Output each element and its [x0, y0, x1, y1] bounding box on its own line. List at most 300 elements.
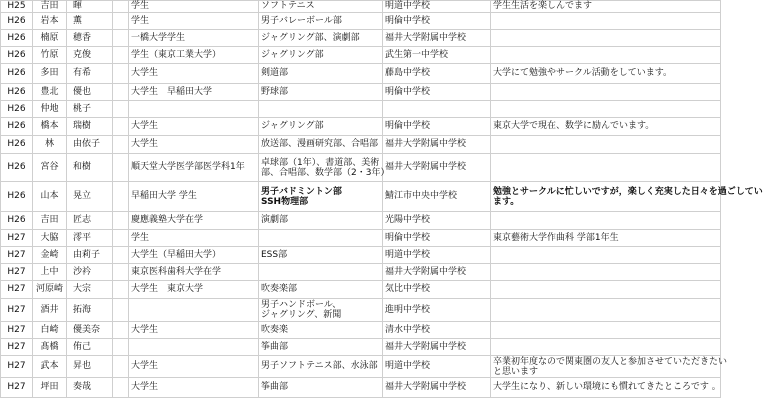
cell-text: 福井大学附属中学校 — [385, 382, 467, 392]
cell-text-line: ジャグリング、新聞 — [261, 310, 342, 320]
club-cell[interactable] — [259, 101, 383, 118]
club-cell[interactable] — [259, 1, 383, 13]
first-name-cell[interactable] — [67, 322, 113, 339]
cell-text: 克俊 — [73, 49, 92, 60]
comment-cell[interactable] — [491, 299, 721, 322]
school-cell[interactable] — [383, 30, 491, 47]
cell-text: 気比中学校 — [385, 284, 431, 294]
school-cell[interactable] — [383, 264, 491, 281]
first-name-cell[interactable] — [67, 281, 113, 299]
cell-text: 学生 — [131, 232, 150, 243]
first-name-cell[interactable] — [67, 212, 113, 230]
year-cell[interactable] — [1, 264, 33, 281]
club-cell[interactable] — [259, 299, 383, 322]
cell-text: 吹奏楽 — [261, 324, 289, 335]
last-name-cell[interactable] — [33, 322, 67, 339]
first-name-cell[interactable] — [67, 299, 113, 322]
table-row — [1, 84, 721, 101]
status-cell[interactable] — [129, 356, 259, 378]
cell-text: 大学生 — [131, 361, 159, 371]
club-cell[interactable] — [259, 230, 383, 247]
last-name-cell[interactable] — [33, 212, 67, 230]
table-row — [1, 1, 721, 13]
first-name-cell[interactable] — [67, 182, 113, 212]
status-cell[interactable] — [129, 136, 259, 154]
cell-text: H27 — [7, 266, 26, 277]
status-cell[interactable] — [129, 339, 259, 356]
cell-text: 早稲田大学 学生 — [131, 191, 197, 201]
cell-text: H27 — [7, 324, 26, 335]
cell-text-line: 卒業初年度なので関東圏の友人と参加させていただきたい — [493, 356, 728, 367]
year-cell[interactable] — [1, 230, 33, 247]
year-cell[interactable] — [1, 30, 33, 47]
year-cell[interactable] — [1, 378, 33, 398]
comment-cell[interactable] — [491, 13, 721, 30]
cell-text: 白崎 — [40, 324, 59, 335]
club-cell[interactable] — [259, 13, 383, 30]
cell-text: 澪平 — [73, 232, 92, 243]
cell-text: 筝曲部 — [261, 341, 289, 352]
cell-text: 匠志 — [73, 215, 92, 225]
year-cell[interactable] — [1, 136, 33, 154]
table-row — [1, 30, 721, 47]
cell-text-line: 部、合唱部、数学部（2・3年） — [261, 167, 390, 178]
status-cell[interactable] — [129, 299, 259, 322]
cell-text: 沙衿 — [73, 266, 92, 277]
first-name-cell[interactable] — [67, 13, 113, 30]
cell-text: H26 — [7, 215, 26, 225]
school-cell[interactable] — [383, 136, 491, 154]
comment-cell[interactable] — [491, 230, 721, 247]
comment-cell[interactable] — [491, 101, 721, 118]
year-cell[interactable] — [1, 101, 33, 118]
cell-text: 優美奈 — [73, 324, 101, 335]
status-cell[interactable] — [129, 154, 259, 182]
last-name-cell[interactable] — [33, 339, 67, 356]
cell-text: 穂香 — [73, 32, 92, 43]
spacer-cell[interactable] — [113, 136, 129, 154]
cell-text: 大学にて勉強やサークル活動をしています。 — [493, 68, 673, 78]
last-name-cell[interactable] — [33, 264, 67, 281]
spacer-cell[interactable] — [113, 182, 129, 212]
cell-text: 拓海 — [73, 304, 92, 315]
last-name-cell[interactable] — [33, 230, 67, 247]
cell-text: 男子ソフトテニス部、水泳部 — [261, 361, 378, 371]
cell-text: 楠原 — [40, 32, 59, 43]
spacer-cell[interactable] — [113, 118, 129, 136]
spacer-cell[interactable] — [113, 64, 129, 84]
cell-text-line: ます。 — [493, 196, 520, 207]
comment-cell[interactable] — [491, 322, 721, 339]
last-name-cell[interactable] — [33, 356, 67, 378]
cell-text-line: 勉強とサークルに忙しいですが，楽しく充実した日々を過ごしてい — [493, 186, 763, 197]
club-cell[interactable] — [259, 212, 383, 230]
year-cell[interactable] — [1, 299, 33, 322]
status-cell[interactable] — [129, 230, 259, 247]
spacer-cell[interactable] — [113, 322, 129, 339]
table-row — [1, 101, 721, 118]
spacer-cell[interactable] — [113, 230, 129, 247]
spacer-cell[interactable] — [113, 154, 129, 182]
status-cell[interactable] — [129, 118, 259, 136]
last-name-cell[interactable] — [33, 1, 67, 13]
club-cell[interactable] — [259, 339, 383, 356]
school-cell[interactable] — [383, 356, 491, 378]
cell-text: 大宗 — [73, 284, 92, 294]
table-row — [1, 230, 721, 247]
cell-text: 鯖江市中央中学校 — [385, 191, 458, 201]
cell-text: ジャグリング部 — [261, 121, 324, 131]
comment-cell[interactable] — [491, 356, 728, 378]
last-name-cell[interactable] — [33, 30, 67, 47]
first-name-cell[interactable] — [67, 247, 113, 264]
comment-cell[interactable] — [491, 212, 721, 230]
comment-cell[interactable] — [491, 154, 721, 182]
spacer-cell[interactable] — [113, 47, 129, 64]
spacer-cell[interactable] — [113, 339, 129, 356]
cell-text: 瑞樹 — [73, 121, 92, 131]
cell-text: 福井大学附属中学校 — [385, 341, 467, 352]
last-name-cell[interactable] — [33, 84, 67, 101]
spacer-cell[interactable] — [113, 84, 129, 101]
cell-text: H26 — [7, 191, 26, 201]
first-name-cell[interactable] — [67, 101, 113, 118]
last-name-cell[interactable] — [33, 154, 67, 182]
status-cell[interactable] — [129, 84, 259, 101]
comment-cell[interactable] — [491, 30, 721, 47]
cell-text-line: と思います — [493, 366, 539, 377]
last-name-cell[interactable] — [33, 13, 67, 30]
comment-cell[interactable] — [491, 1, 721, 13]
cell-text: ジャグリング部 — [261, 49, 324, 60]
last-name-cell[interactable] — [33, 378, 67, 398]
spacer-cell[interactable] — [113, 1, 129, 13]
school-cell[interactable] — [383, 182, 491, 212]
cell-text: 明倫中学校 — [385, 15, 431, 26]
first-name-cell[interactable] — [67, 118, 113, 136]
cell-text: 明道中学校 — [385, 1, 431, 11]
school-cell[interactable] — [383, 47, 491, 64]
club-cell[interactable] — [259, 247, 383, 264]
cell-text: 橋本 — [40, 121, 59, 131]
cell-text: 明倫中学校 — [385, 232, 431, 243]
status-cell[interactable] — [129, 182, 259, 212]
year-cell[interactable] — [1, 182, 33, 212]
cell-text: 剣道部 — [261, 68, 289, 78]
comment-cell[interactable] — [491, 84, 721, 101]
comment-cell[interactable] — [491, 136, 721, 154]
cell-text: 福井大学附属中学校 — [385, 162, 467, 172]
spacer-cell[interactable] — [113, 212, 129, 230]
school-cell[interactable] — [383, 64, 491, 84]
cell-text: 豊北 — [40, 86, 59, 97]
cell-text: 有希 — [73, 68, 92, 78]
cell-text: 大学生 早稲田大学 — [131, 86, 213, 97]
club-cell[interactable] — [259, 322, 383, 339]
school-cell[interactable] — [383, 299, 491, 322]
last-name-cell[interactable] — [33, 247, 67, 264]
last-name-cell[interactable] — [33, 136, 67, 154]
spacer-cell[interactable] — [113, 264, 129, 281]
table-row — [1, 136, 721, 154]
cell-text: H26 — [7, 32, 26, 43]
first-name-cell[interactable] — [67, 378, 113, 398]
club-cell[interactable] — [259, 378, 383, 398]
school-cell[interactable] — [383, 118, 491, 136]
club-cell[interactable] — [259, 64, 383, 84]
club-cell[interactable] — [259, 356, 383, 378]
table-row — [1, 118, 721, 136]
status-cell[interactable] — [129, 212, 259, 230]
cell-text: 晃立 — [73, 191, 92, 201]
club-cell[interactable] — [259, 154, 390, 182]
status-cell[interactable] — [129, 47, 259, 64]
school-cell[interactable] — [383, 322, 491, 339]
cell-text: ESS部 — [261, 249, 288, 260]
spacer-cell[interactable] — [113, 101, 129, 118]
first-name-cell[interactable] — [67, 1, 113, 13]
cell-text: 金崎 — [40, 249, 59, 260]
status-cell[interactable] — [129, 13, 259, 30]
cell-text: 武生第一中学校 — [385, 49, 449, 60]
comment-cell[interactable] — [491, 118, 721, 136]
table-row — [1, 339, 721, 356]
spacer-cell[interactable] — [113, 299, 129, 322]
status-cell[interactable] — [129, 378, 259, 398]
last-name-cell[interactable] — [33, 118, 67, 136]
club-cell[interactable] — [259, 281, 383, 299]
cell-text: H26 — [7, 86, 26, 97]
school-cell[interactable] — [383, 1, 491, 13]
cell-text: H26 — [7, 15, 26, 26]
school-cell[interactable] — [383, 378, 491, 398]
table-row — [1, 264, 721, 281]
last-name-cell[interactable] — [33, 299, 67, 322]
cell-text-line: 男子バドミントン部 — [261, 186, 342, 197]
cell-text: 東京大学で現在、数学に励んでいます。 — [493, 121, 655, 131]
comment-cell[interactable] — [491, 264, 721, 281]
year-cell[interactable] — [1, 281, 33, 299]
first-name-cell[interactable] — [67, 356, 113, 378]
first-name-cell[interactable] — [67, 47, 113, 64]
first-name-cell[interactable] — [67, 264, 113, 281]
spacer-cell[interactable] — [113, 356, 129, 378]
school-cell[interactable] — [383, 212, 491, 230]
last-name-cell[interactable] — [33, 101, 67, 118]
cell-text: 吹奏楽部 — [261, 284, 298, 294]
cell-text: 福井大学附属中学校 — [385, 266, 467, 277]
year-cell[interactable] — [1, 322, 33, 339]
club-cell[interactable] — [259, 264, 383, 281]
cell-text: H26 — [7, 49, 26, 60]
year-cell[interactable] — [1, 154, 33, 182]
school-cell[interactable] — [383, 247, 491, 264]
year-cell[interactable] — [1, 13, 33, 30]
cell-text: H26 — [7, 103, 26, 114]
spacer-cell[interactable] — [113, 30, 129, 47]
cell-text: 山本 — [40, 191, 59, 201]
cell-text: 大学生 — [131, 68, 159, 78]
cell-text: ソフトテニス — [261, 1, 315, 11]
status-cell[interactable] — [129, 1, 259, 13]
school-cell[interactable] — [383, 339, 491, 356]
comment-cell[interactable] — [491, 281, 721, 299]
table-row — [1, 378, 721, 398]
cell-text: 武本 — [40, 361, 59, 371]
last-name-cell[interactable] — [33, 182, 67, 212]
club-cell[interactable] — [259, 30, 383, 47]
cell-text: H27 — [7, 284, 26, 294]
status-cell[interactable] — [129, 64, 259, 84]
spacer-cell[interactable] — [113, 247, 129, 264]
cell-text: 放送部、漫画研究部、合唱部 — [261, 139, 379, 149]
cell-text: 福井大学附属中学校 — [385, 139, 467, 149]
school-cell[interactable] — [383, 154, 491, 182]
year-cell[interactable] — [1, 1, 33, 13]
school-cell[interactable] — [383, 230, 491, 247]
year-cell[interactable] — [1, 64, 33, 84]
cell-text: 侑己 — [73, 341, 92, 352]
first-name-cell[interactable] — [67, 30, 113, 47]
school-cell[interactable] — [383, 13, 491, 30]
cell-text: 大学生（早稲田大学） — [131, 249, 222, 260]
cell-text: 順天堂大学医学部医学科1年 — [131, 162, 245, 172]
cell-text-line: SSH物理部 — [261, 196, 309, 207]
cell-text: 学生 — [131, 1, 150, 11]
cell-text: 由依子 — [73, 139, 101, 149]
comment-cell[interactable] — [491, 182, 763, 212]
school-cell[interactable] — [383, 281, 491, 299]
table-row — [1, 154, 721, 182]
status-cell[interactable] — [129, 101, 259, 118]
table-row — [1, 356, 721, 378]
status-cell[interactable] — [129, 264, 259, 281]
cell-text: H26 — [7, 121, 26, 131]
cell-text: 暉 — [73, 1, 83, 11]
table-row — [1, 47, 721, 64]
year-cell[interactable] — [1, 47, 33, 64]
table-row — [1, 322, 721, 339]
comment-cell[interactable] — [491, 64, 721, 84]
year-cell[interactable] — [1, 212, 33, 230]
comment-cell[interactable] — [491, 47, 721, 64]
club-cell[interactable] — [259, 84, 383, 101]
cell-text: 福井大学附属中学校 — [385, 32, 467, 43]
first-name-cell[interactable] — [67, 136, 113, 154]
cell-text: 林 — [44, 139, 54, 149]
club-cell[interactable] — [259, 118, 383, 136]
cell-text: 吉田 — [40, 1, 59, 11]
school-cell[interactable] — [383, 84, 491, 101]
club-cell[interactable] — [259, 136, 383, 154]
last-name-cell[interactable] — [33, 281, 67, 299]
cell-text: 慶應義塾大学在学 — [131, 215, 204, 225]
status-cell[interactable] — [129, 281, 259, 299]
comment-cell[interactable] — [491, 378, 721, 398]
status-cell[interactable] — [129, 247, 259, 264]
cell-text: 清水中学校 — [385, 324, 431, 335]
cell-text-line: 男子ハンドボール、 — [261, 300, 342, 310]
cell-text: 東京医科歯科大学在学 — [131, 266, 222, 277]
table-row — [1, 212, 721, 230]
last-name-cell[interactable] — [33, 47, 67, 64]
first-name-cell[interactable] — [67, 84, 113, 101]
club-cell[interactable] — [259, 47, 383, 64]
status-cell[interactable] — [129, 30, 259, 47]
cell-text: 明倫中学校 — [385, 121, 431, 131]
cell-text: H27 — [7, 304, 26, 315]
cell-text: 明道中学校 — [385, 361, 431, 371]
cell-text: 男子バレーボール部 — [261, 15, 342, 26]
year-cell[interactable] — [1, 247, 33, 264]
table-row — [1, 64, 721, 84]
table-row — [1, 247, 721, 264]
cell-text: 吉田 — [40, 215, 59, 225]
cell-text: 光陽中学校 — [385, 215, 431, 225]
cell-text: 多田 — [40, 68, 59, 78]
cell-text: 髙橋 — [40, 341, 59, 352]
cell-text: H27 — [7, 249, 26, 260]
cell-text: H26 — [7, 162, 26, 172]
cell-text: 大学生 — [131, 382, 159, 392]
cell-text: 一橋大学学生 — [131, 32, 186, 43]
cell-text: 酒井 — [40, 304, 59, 315]
year-cell[interactable] — [1, 339, 33, 356]
table-row — [1, 182, 721, 212]
cell-text: 奏哉 — [73, 382, 92, 392]
cell-text: 大脇 — [40, 232, 59, 243]
cell-text: 筝曲部 — [261, 382, 289, 392]
first-name-cell[interactable] — [67, 64, 113, 84]
cell-text: 上中 — [40, 266, 59, 277]
cell-text: H27 — [7, 382, 26, 392]
cell-text: H27 — [7, 361, 26, 371]
year-cell[interactable] — [1, 356, 33, 378]
cell-text: ジャグリング部、演劇部 — [261, 32, 360, 43]
comment-cell[interactable] — [491, 247, 721, 264]
status-cell[interactable] — [129, 322, 259, 339]
cell-text: 由莉子 — [73, 249, 101, 260]
first-name-cell[interactable] — [67, 339, 113, 356]
year-cell[interactable] — [1, 84, 33, 101]
spacer-cell[interactable] — [113, 281, 129, 299]
cell-text: 河原崎 — [35, 284, 63, 294]
cell-text: 学生 — [131, 15, 150, 26]
cell-text: 学生生活を楽しんでます — [493, 1, 593, 11]
cell-text: 大学生 — [131, 324, 159, 335]
spacer-cell[interactable] — [113, 13, 129, 30]
last-name-cell[interactable] — [33, 64, 67, 84]
cell-text: 仲地 — [40, 103, 59, 114]
cell-text: H26 — [7, 68, 26, 78]
club-cell[interactable] — [259, 182, 383, 212]
first-name-cell[interactable] — [67, 154, 113, 182]
cell-text: 大学生 — [131, 139, 159, 149]
first-name-cell[interactable] — [67, 230, 113, 247]
cell-text: 宮谷 — [40, 162, 59, 172]
year-cell[interactable] — [1, 118, 33, 136]
cell-text: 学生（東京工業大学） — [131, 49, 222, 60]
cell-text-line: 卓球部（1年）、書道部、美術 — [261, 157, 380, 168]
cell-text: 和樹 — [73, 162, 92, 172]
cell-text: H27 — [7, 232, 26, 243]
spacer-cell[interactable] — [113, 378, 129, 398]
school-cell[interactable] — [383, 101, 491, 118]
cell-text: 大学生 — [131, 121, 159, 131]
cell-text: 大学生 東京大学 — [131, 284, 204, 294]
comment-cell[interactable] — [491, 339, 721, 356]
cell-text: 東京藝術大学作曲科 学部1年生 — [493, 232, 619, 243]
